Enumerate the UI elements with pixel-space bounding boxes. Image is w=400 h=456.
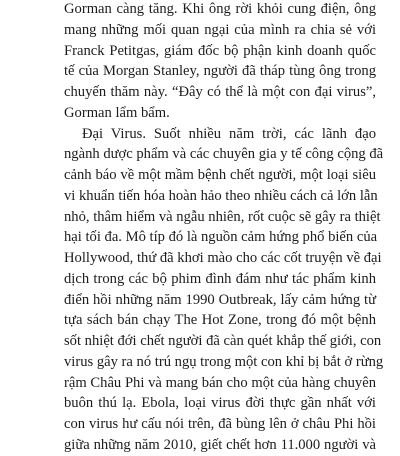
text-line: hại tối đa. Mô típ đó là nguồn cảm hứng phổ biến của: [64, 229, 378, 246]
text-line: Gorman lẩm bẩm.: [64, 104, 170, 121]
paragraph-2: [64, 124, 384, 456]
text-line: dịch trong các bộ phim đình đám như tác phẩm kinh: [64, 270, 376, 287]
text-line: giữa những năm 2010, giết chết hơn 11.000 người và: [64, 436, 376, 453]
text-line: Đại Virus. Suốt nhiều năm trời, các lãnh đạo: [82, 125, 376, 142]
text-line: Gorman càng tăng. Khi ông rời khỏi cung điện, ông: [64, 1, 376, 17]
text-line: Franck Petitgas, giám đốc bộ phận kinh doanh quốc: [64, 42, 376, 59]
text-line: chuyến thăm này. “Đây có thể là một con đại virus”,: [64, 84, 376, 100]
text-line: sốt nhiệt đới chết người đã càn quét khắp thế giới, con: [64, 333, 382, 349]
text-line: rậm Châu Phi và mang bán cho một của hàng chuyên: [64, 374, 376, 391]
text-line: cảnh báo về một mầm bệnh chết người, một loại siêu: [64, 167, 376, 183]
text-line: nhỏ, thâm hiểm và ngẫu nhiên, rốt cuộc sẽ gây ra thiệt: [64, 208, 381, 225]
text-line: tế của Morgan Stanley, người đã tháp tùng ông trong: [64, 63, 376, 80]
text-line: ngành dược phẩm và các chuyên gia y tế công cộng đã: [64, 146, 384, 163]
text-line: virus gây ra nó trú ngụ trong một con khỉ bị bắt ở rừng: [64, 353, 384, 370]
text-line: tựa sách bán chạy The Hot Zone, trong đó một bệnh: [64, 312, 376, 329]
text-line: Hollywood, thứ đã khơi mào cho các cốt truyện về đại: [64, 250, 382, 266]
text-line: buôn thú lạ. Ebola, loại virus đời thực gần nhất với: [64, 395, 376, 412]
text-line: điển hồi những năm 1990 Outbreak, lấy cảm hứng từ: [64, 291, 376, 308]
paragraph-1: [64, 0, 376, 124]
text-line: vi khuẩn tiến hóa hoàn hảo theo nhiều cách cả lớn lẫn: [64, 187, 378, 204]
text-line: con virus hư cấu nói trên, đã bùng lên ở châu Phi hồi: [64, 416, 376, 432]
body-text: [64, 0, 384, 456]
text-line: mang những mối quan ngại của mình ra chia sẻ với: [64, 21, 376, 38]
